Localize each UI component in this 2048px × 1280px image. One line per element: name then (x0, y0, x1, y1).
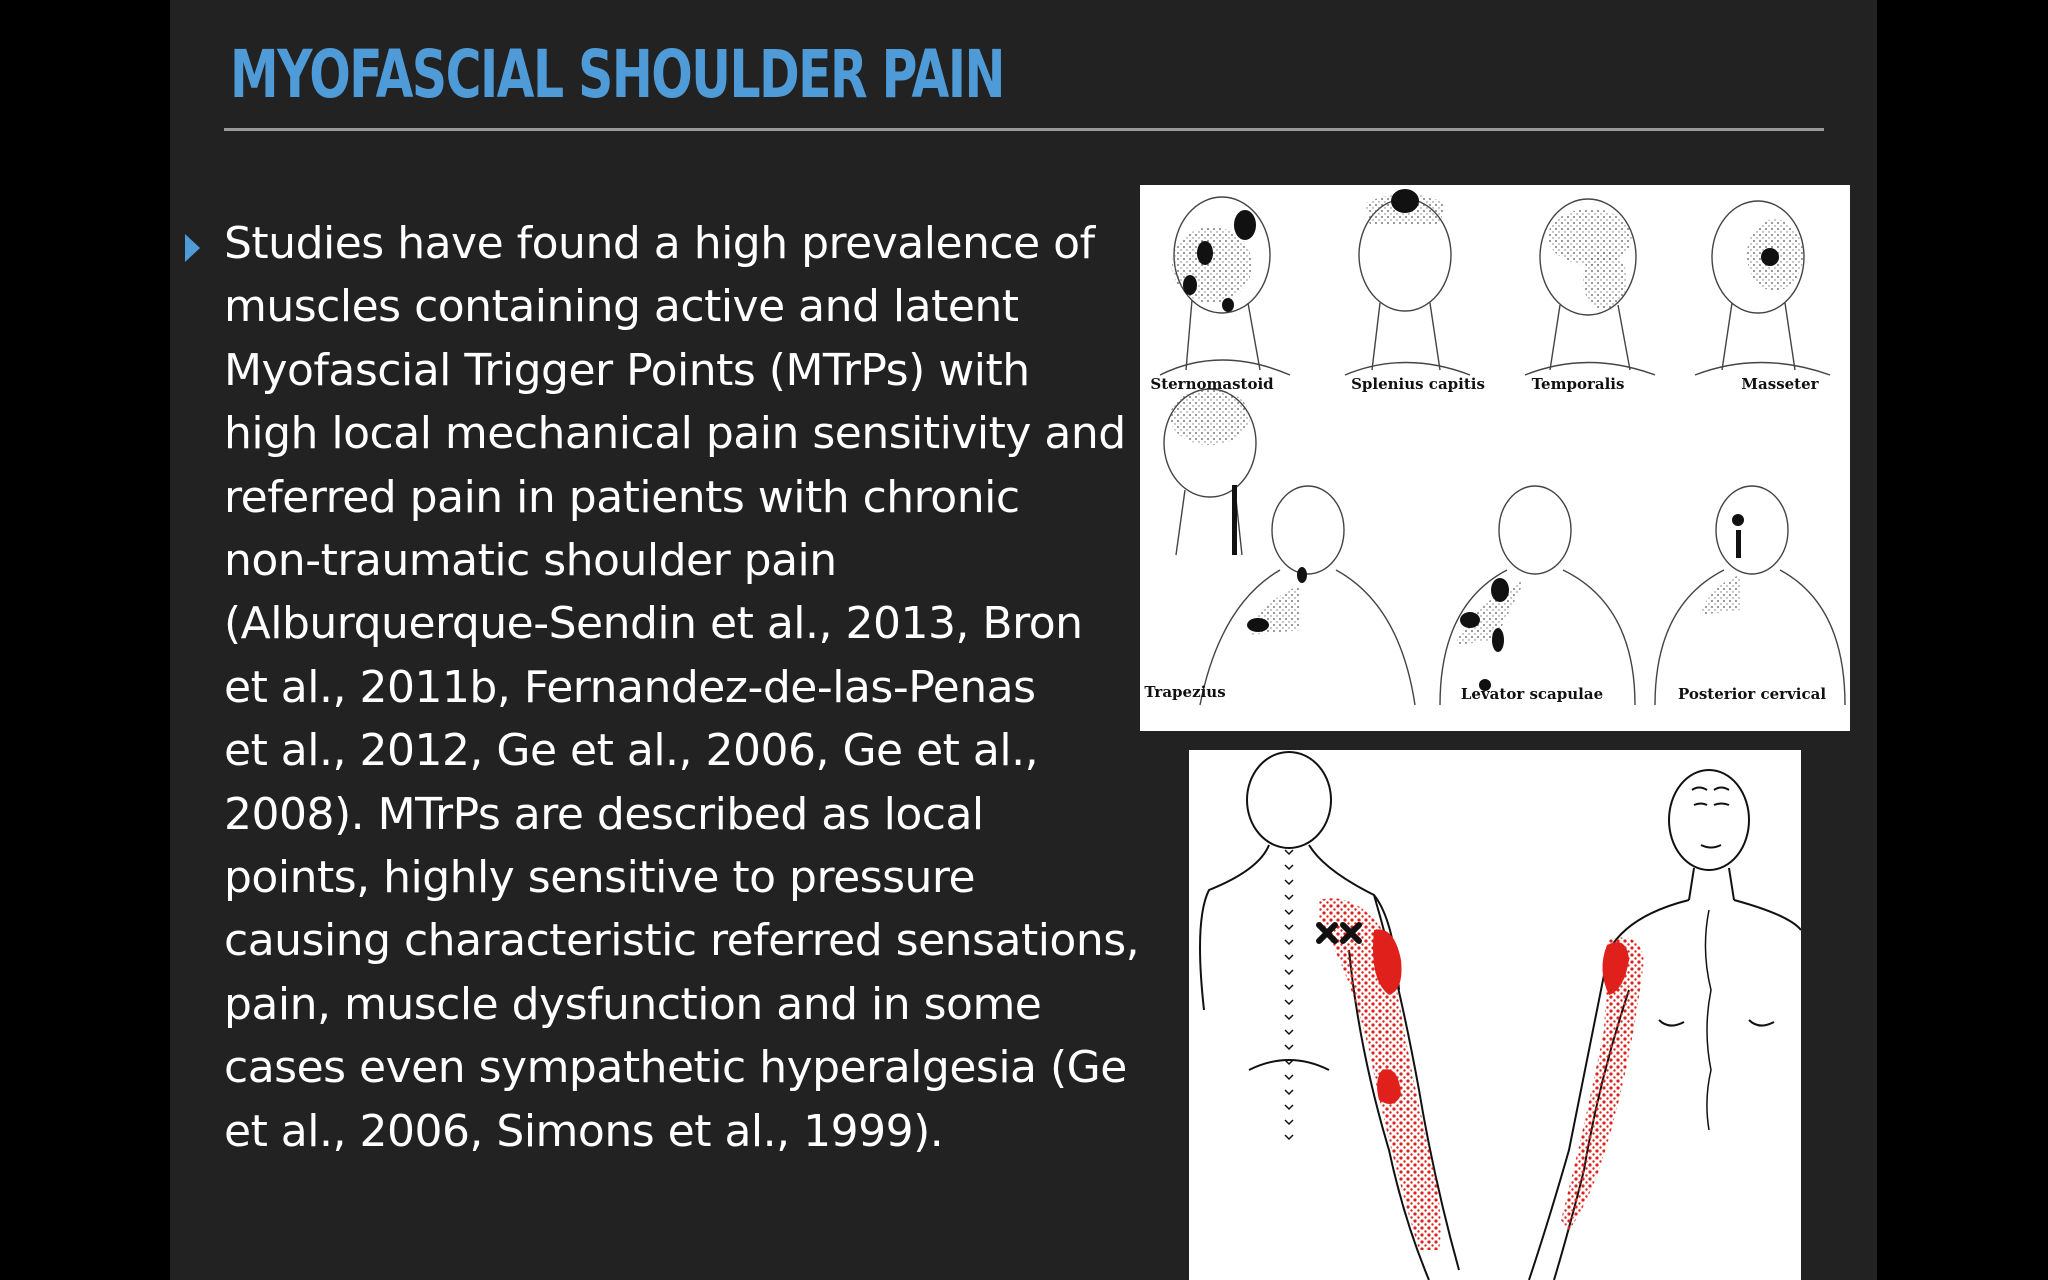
bullet-line: referred pain in patients with chronic (224, 471, 1020, 523)
trigger-point-head-neck-figure (1140, 185, 1850, 731)
bullet-line: muscles containing active and latent (224, 281, 1019, 333)
bullet-line: points, highly sensitive to pressure (224, 852, 976, 904)
bullet-line: (Alburquerque-Sendin et al., 2013, Bron (224, 598, 1083, 650)
label-temporalis: Temporalis (1531, 375, 1625, 393)
bullet-line: Myofascial Trigger Points (MTrPs) with (224, 344, 1030, 396)
label-sternomastoid: Sternomastoid (1150, 375, 1274, 393)
bullet-line: et al., 2006, Simons et al., 1999). (224, 1105, 944, 1157)
bullet-paragraph (224, 212, 1144, 1163)
bullet-line: pain, muscle dysfunction and in some (224, 978, 1042, 1030)
bullet-line: cases even sympathetic hyperalgesia (Ge (224, 1042, 1127, 1094)
label-posterior-cervical: Posterior cervical (1677, 685, 1827, 703)
bullet-line: et al., 2012, Ge et al., 2006, Ge et al., (224, 725, 1039, 777)
bullet-line: Studies have found a high prevalence of (224, 218, 1095, 269)
head-neck-illustration (1140, 185, 1850, 731)
label-trapezius: Trapezius (1144, 683, 1226, 701)
shoulder-referral-illustration (1189, 750, 1801, 1280)
slide (170, 0, 1877, 1280)
bullet-line: high local mechanical pain sensitivity and (224, 408, 1126, 460)
bullet-line: non-traumatic shoulder pain (224, 535, 837, 587)
shoulder-referral-pattern-figure (1189, 750, 1801, 1280)
label-masseter: Masseter (1741, 375, 1819, 393)
title-divider (224, 128, 1824, 131)
bullet-line: et al., 2011b, Fernandez-de-las-Penas (224, 661, 1036, 713)
label-splenius-capitis: Splenius capitis (1351, 375, 1485, 393)
bullet-line: 2008). MTrPs are described as local (224, 788, 984, 840)
bullet-line: causing characteristic referred sensations, (224, 915, 1140, 967)
slide-title: MYOFASCIAL SHOULDER PAIN (230, 36, 1004, 113)
bullet-triangle-icon (185, 234, 200, 262)
label-levator-scapulae: Levator scapulae (1460, 685, 1604, 703)
